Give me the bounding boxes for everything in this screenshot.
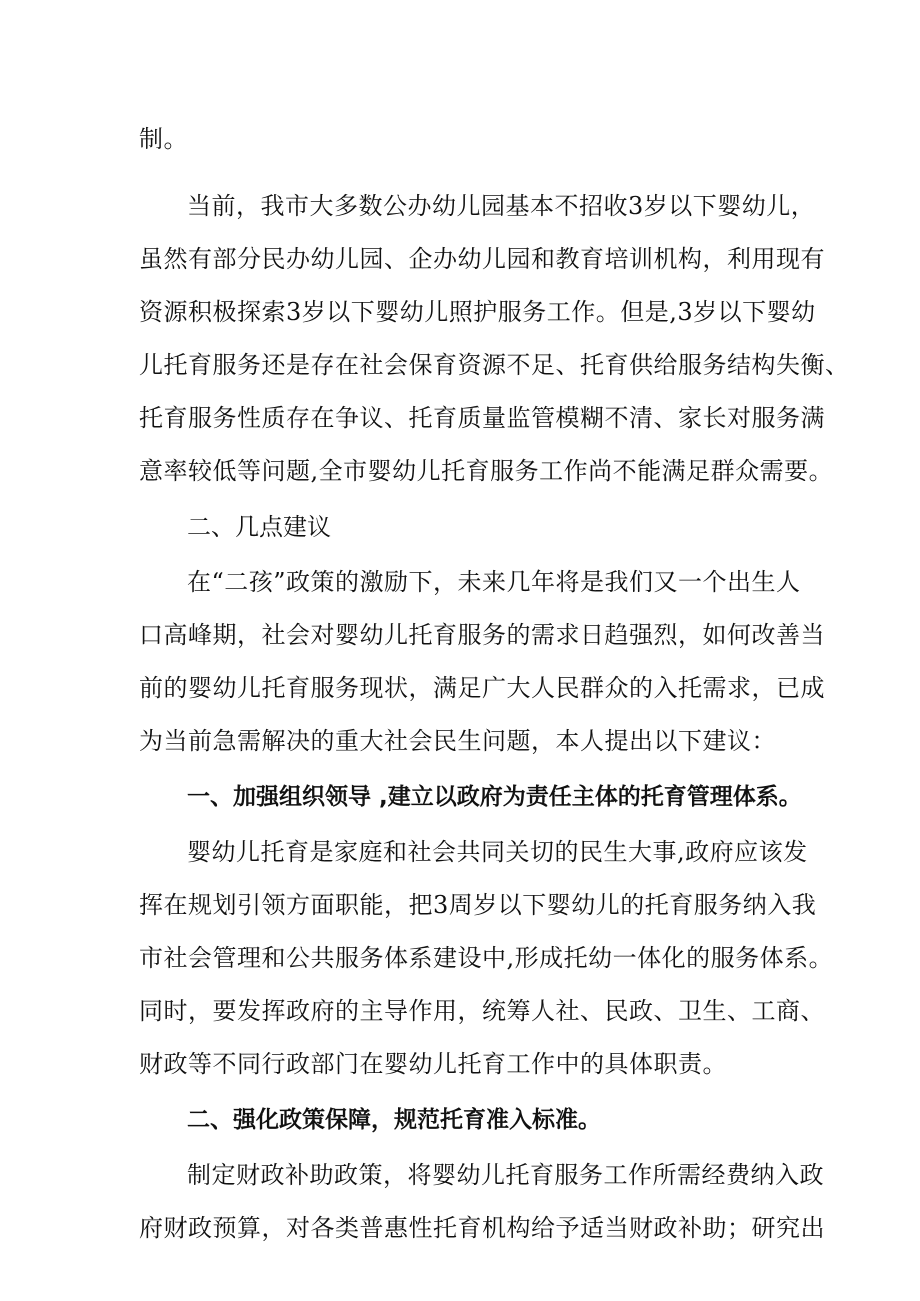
paragraph-line: 制定财政补助政策，将婴幼儿托育服务工作所需经费纳入政 [187, 1161, 824, 1189]
paragraph-line: 为当前急需解决的重大社会民生问题，本人提出以下建议： [139, 727, 776, 755]
paragraph-line: 同时，要发挥政府的主导作用，统筹人社、民政、卫生、工商、 [139, 997, 825, 1025]
paragraph-line: 挥在规划引领方面职能，把3周岁以下婴幼儿的托育服务纳入我 [139, 891, 817, 919]
paragraph-line: 婴幼儿托育是家庭和社会共同关切的民生大事,政府应该发 [187, 838, 808, 866]
subsection-heading-policy: 二、强化政策保障，规范托育准入标准。 [187, 1107, 601, 1133]
paragraph-line: 资源积极探索3岁以下婴幼儿照护服务工作。但是,3岁以下婴幼 [139, 298, 816, 326]
paragraph-line: 市社会管理和公共服务体系建设中,形成托幼一体化的服务体系。 [139, 944, 834, 972]
paragraph-line: 托育服务性质存在争议、托育质量监管模糊不清、家长对服务满 [139, 404, 825, 432]
paragraph-line: 府财政预算，对各类普惠性托育机构给予适当财政补助；研究出 [139, 1214, 825, 1242]
section-heading-suggestions: 二、几点建议 [187, 513, 331, 541]
paragraph-line: 当前，我市大多数公办幼儿园基本不招收3岁以下婴幼儿， [187, 192, 816, 220]
paragraph-line: 在“二孩”政策的激励下，未来几年将是我们又一个出生人 [187, 568, 801, 596]
document-body [139, 113, 850, 1255]
paragraph-line: 制。 [139, 125, 188, 153]
paragraph-line: 口高峰期，社会对婴幼儿托育服务的需求日趋强烈，如何改善当 [139, 621, 825, 649]
subsection-heading-leadership: 一、加强组织领导 ,建立以政府为责任主体的托育管理体系。 [187, 784, 802, 810]
paragraph-line: 虽然有部分民办幼儿园、企办幼儿园和教育培训机构，利用现有 [139, 245, 825, 273]
paragraph-line: 意率较低等问题,全市婴幼儿托育服务工作尚不能满足群众需要。 [139, 457, 834, 485]
paragraph-line: 儿托育服务还是存在社会保育资源不足、托育供给服务结构失衡、 [139, 351, 850, 379]
paragraph-line: 财政等不同行政部门在婴幼儿托育工作中的具体职责。 [139, 1050, 727, 1078]
paragraph-gap [139, 166, 799, 180]
paragraph-line: 前的婴幼儿托育服务现状，满足广大人民群众的入托需求，已成 [139, 674, 825, 702]
